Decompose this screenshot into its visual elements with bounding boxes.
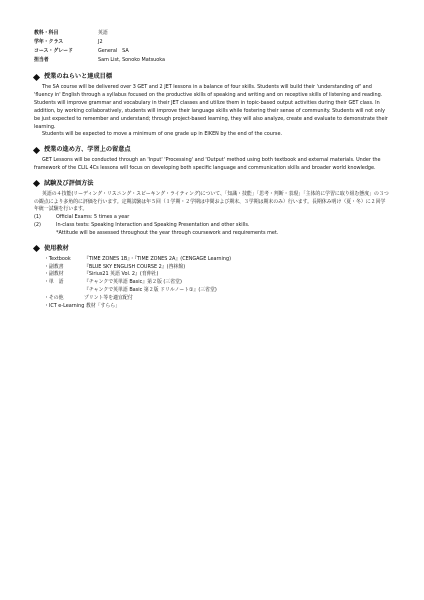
material-label [44, 287, 84, 295]
section-title: 授業の進め方、学習上の留意点 [44, 146, 131, 154]
list-item [34, 222, 390, 230]
material-text: プリント等を適宜配付 [84, 294, 133, 301]
list-text: In-class tests: Speaking Interaction and Speaking Presentation and other skills. [56, 222, 250, 229]
section-evaluation [34, 179, 390, 238]
material-item [34, 303, 390, 311]
diamond-bullet-icon [33, 74, 40, 81]
meta-value-grade-class: J2 [98, 38, 103, 45]
section-title: 試験及び評価方法 [44, 179, 94, 187]
material-text: 『BLUE SKY ENGLISH COURSE 2』(啓林館) [84, 263, 186, 270]
list-note [34, 230, 390, 238]
paragraph: The SA course will be delivered over 3 GET and 2 JET lessons in a balance of four skills. Students will build their 'understanding of' and 'fluency in' English through a syllabus focused on the productive skills of speaking and writing and on receptive skills of listening and reading. Students will improve grammar and vocabulary in their JET classes and utilize them in topic-based output activities during their GET class. In addition, by working collaboratively, students will improve their language skills while fostering their sense of community. Students will not only be just expected to remember and understand; through project-based learning, they will also analyze, create and evaluate to demonstrate their learning. [34, 84, 388, 130]
material-item [34, 287, 390, 295]
list-number: (2) [34, 222, 41, 229]
paragraph: GET Lessons will be conducted through an 'Input' 'Processing' and 'Output' method using both textbook and external materials. Under the framework of the CLIL 4Cs lessons will focus on developing both specific language and communication skills and broader world knowledge. [34, 157, 381, 171]
diamond-bullet-icon [33, 245, 40, 252]
section-materials [34, 244, 390, 311]
material-text: 『TIME ZONES 1B』・『TIME ZONES 2A』(CENGAGE Learning) [84, 255, 231, 262]
meta-key-course: コース・グレード [34, 47, 73, 54]
section-title: 使用教材 [44, 244, 69, 252]
note-text: *Attitude will be assessed throughout the year through coursework and requirements met. [56, 229, 279, 236]
evaluation-list [34, 214, 390, 238]
meta-key-subject: 教科・科目 [34, 30, 59, 36]
section-title: 授業のねらいと達成目標 [44, 73, 113, 81]
section-method [34, 145, 390, 173]
material-item [34, 279, 390, 287]
material-label: ・Textbook [44, 255, 71, 262]
paragraph: 英語の４技能(リーディング・リスニング・スピーキング・ライティング)について、「知識・技能」「思考・判断・表現」「主体的に学習に取り組む態度」の３つの観点により多角的に評価を行います。定期試験は年５回（１学期・２学期は中間および期末、３学期は期末のみ）行います。長期休み明け（夏・冬）に２回学年統一試験を行います。 [34, 190, 389, 213]
list-number: (1) [34, 214, 41, 221]
material-label: ・副教書 [44, 263, 64, 270]
material-label: ・副教材 [44, 271, 64, 278]
material-label: ・単 語 [44, 279, 64, 286]
list-text: Official Exams: 5 times a year [56, 214, 130, 221]
list-item [34, 214, 390, 222]
material-item [34, 295, 390, 303]
course-meta [34, 30, 390, 64]
diamond-bullet-icon [33, 180, 40, 187]
meta-key-teacher: 担当者 [34, 56, 49, 63]
material-text: 『Sirius21 英語 Vol. 2』(育伸社) [84, 271, 159, 278]
diamond-bullet-icon [33, 147, 40, 154]
meta-value-teacher: Sam List, Sonoko Matsuoka [98, 56, 165, 63]
meta-value-subject: 英語 [98, 30, 108, 36]
material-label: ・ICT e-Learning 教材「すらら」 [44, 302, 121, 309]
material-label: ・その他 [44, 294, 64, 301]
paragraph: Students will be expected to move a minimum of one grade up in EIKEN by the end of the course. [42, 131, 283, 138]
meta-key-grade-class: 学年・クラス [34, 38, 64, 45]
meta-value-course: General SA [98, 47, 129, 54]
material-text: 『チャンクで英単語 Basic 第２版 ドリルノート①』(三省堂) [84, 287, 217, 294]
material-item [34, 256, 390, 264]
material-text: 『チャンクで英単語 Basic』第２版 (三省堂) [84, 279, 182, 286]
section-goals [34, 72, 390, 139]
